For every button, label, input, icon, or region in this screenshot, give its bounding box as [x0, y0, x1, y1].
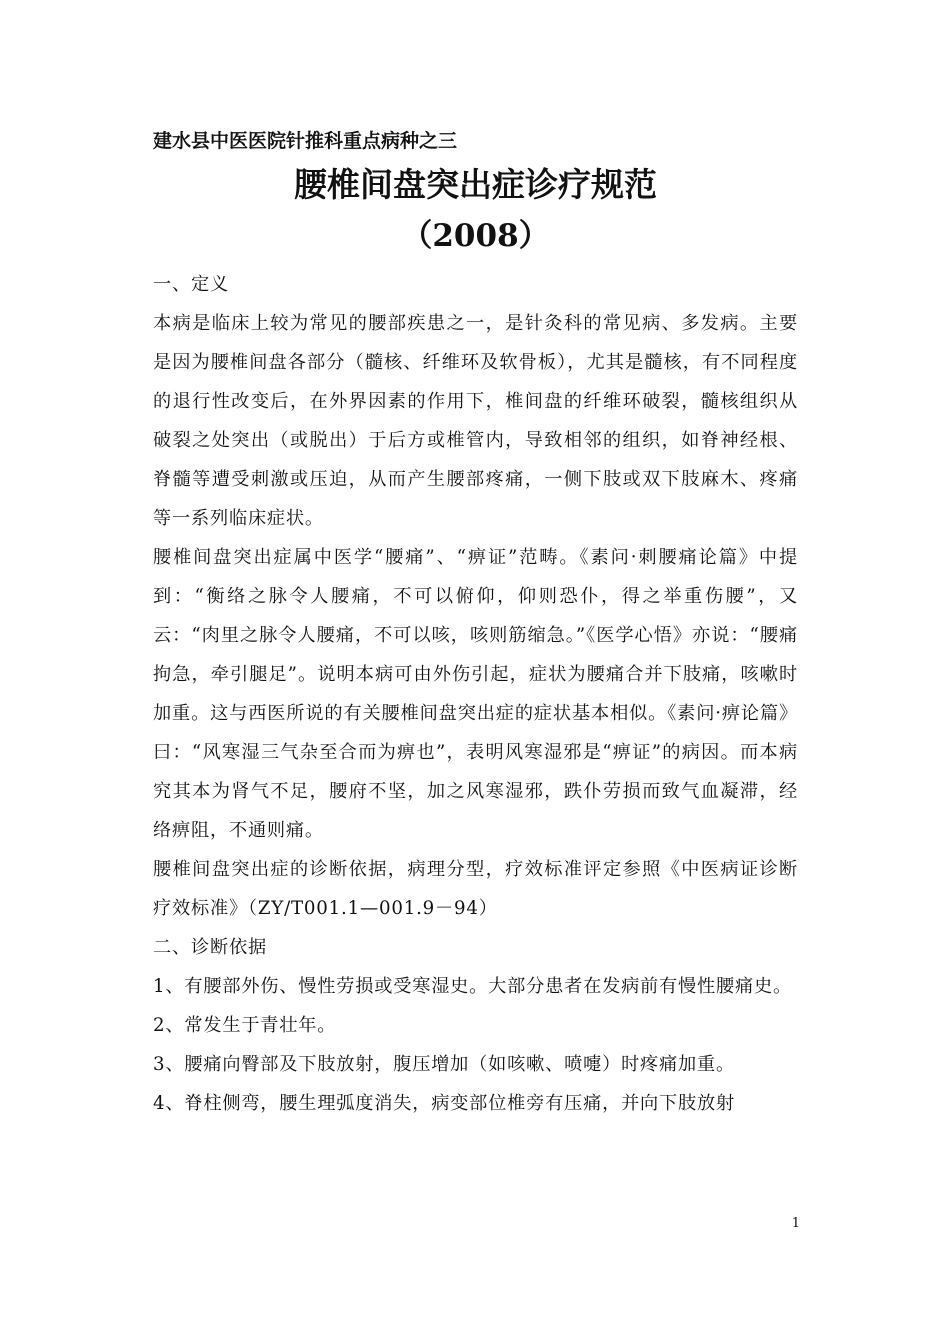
- diagnosis-item-4: 4、脊柱侧弯，腰生理弧度消失，病变部位椎旁有压痛，并向下肢放射: [153, 1093, 735, 1114]
- section-heading-definition: 一、定义: [153, 274, 229, 295]
- document-subtitle: 建水县中医医院针推科重点病种之三: [153, 130, 458, 152]
- document-content: [153, 126, 798, 1123]
- diagnosis-item-2: 2、常发生于青壮年。: [153, 1015, 337, 1036]
- paragraph-diagnostic-standard: 腰椎间盘突出症的诊断依据，病理分型，疗效标准评定参照《中医病证诊断疗效标准》（ZY/T001.1—001.9－94）: [153, 859, 798, 919]
- section-heading-diagnosis: 二、诊断依据: [153, 937, 267, 958]
- page-number: 1: [791, 1216, 800, 1231]
- diagnosis-item-3: 3、腰痛向臀部及下肢放射，腹压增加（如咳嗽、喷嚏）时疼痛加重。: [153, 1054, 735, 1075]
- document-title: 腰椎间盘突出症诊疗规范: [294, 165, 657, 204]
- document-body: [153, 265, 798, 1123]
- diagnosis-item-1: 1、有腰部外伤、慢性劳损或受寒湿史。大部分患者在发病前有慢性腰痛史。: [153, 976, 792, 997]
- paragraph-tcm-theory: 腰椎间盘突出症属中医学“腰痛”、“痹证”范畴。《素问·刺腰痛论篇》中提到：“衡络之脉令人腰痛，不可以俯仰，仰则恐仆，得之举重伤腰”，又云：“肉里之脉令人腰痛，不可以咳，咳则筋缩急。”《医学心悟》亦说：“腰痛拘急，牵引腿足”。说明本病可由外伤引起，症状为腰痛合并下肢痛，咳嗽时加重。这与西医所说的有关腰椎间盘突出症的症状基本相似。《素问·痹论篇》曰：“风寒湿三气杂至合而为痹也”，表明风寒湿邪是“痹证”的病因。而本病究其本为肾气不足，腰府不坚，加之风寒湿邪，跌仆劳损而致气血凝滞，经络痹阻，不通则痛。: [153, 547, 798, 841]
- paragraph-definition: 本病是临床上较为常见的腰部疾患之一，是针灸科的常见病、多发病。主要是因为腰椎间盘各部分（髓核、纤维环及软骨板），尤其是髓核，有不同程度的退行性改变后，在外界因素的作用下，椎间盘的纤维环破裂，髓核组织从破裂之处突出（或脱出）于后方或椎管内，导致相邻的组织，如脊神经根、脊髓等遭受刺激或压迫，从而产生腰部疼痛，一侧下肢或双下肢麻木、疼痛等一系列临床症状。: [153, 313, 798, 529]
- document-year: （2008）: [401, 218, 550, 254]
